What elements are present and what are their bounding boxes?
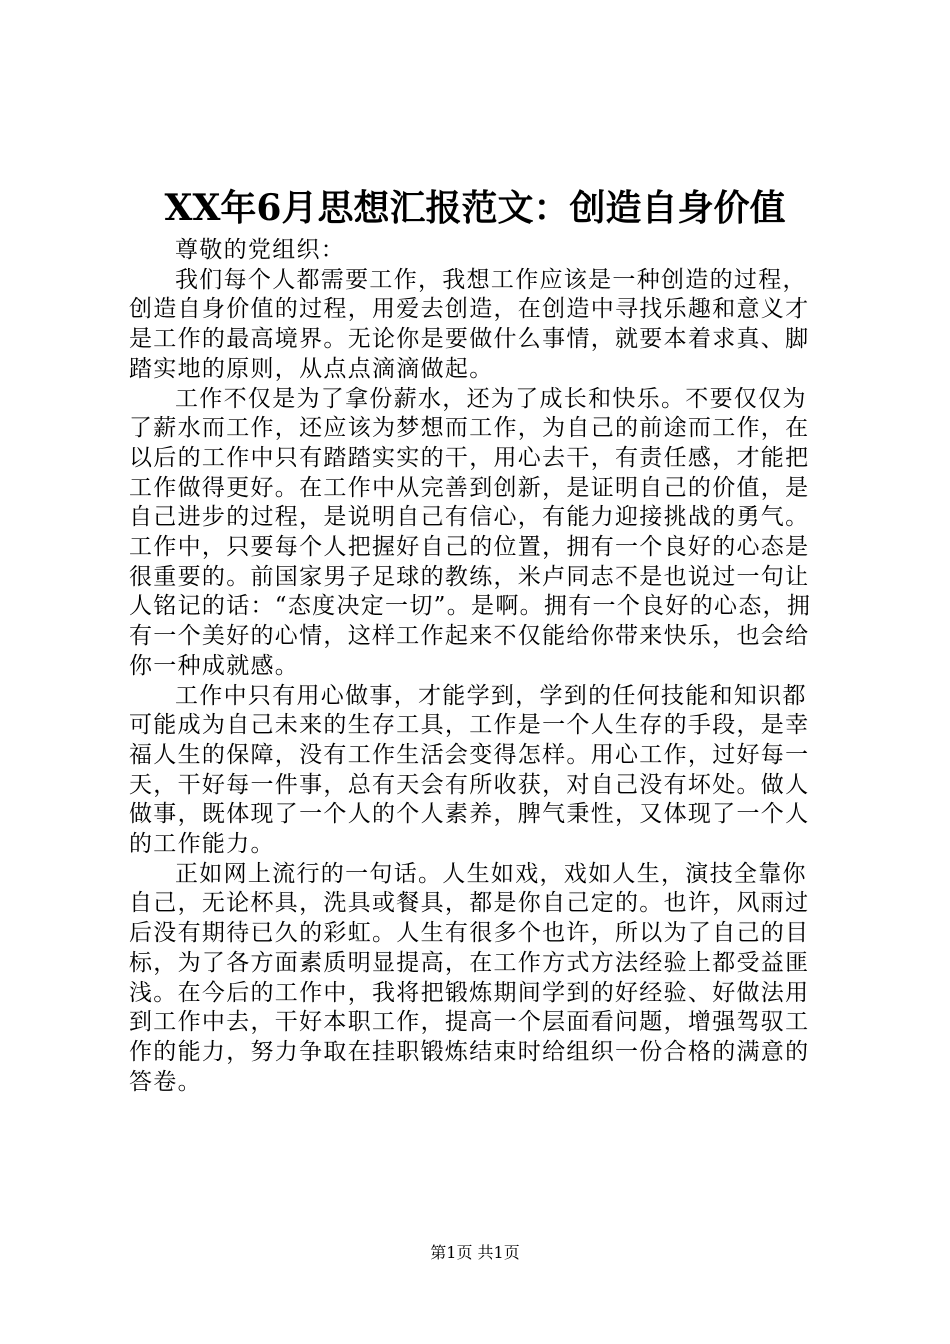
paragraph-4: 正如网上流行的一句话。人生如戏，戏如人生，演技全靠你自己，无论杯具，洗具或餐具，都是你自己定的。也许，风雨过后没有期待已久的彩虹。人生有很多个也许，所以为了自己的目标，为了各方面素质明显提高，在工作方式方法经验上都受益匪浅。在今后的工作中，我将把锻炼期间学到的好经验、好做法用到工作中去，干好本职工作，提高一个层面看问题，增强驾驭工作的能力，努力争取在挂职锻炼结束时给组织一份合格的满意的答卷。 (129, 860, 810, 1095)
paragraph-3: 工作中只有用心做事，才能学到，学到的任何技能和知识都可能成为自己未来的生存工具，工作是一个人生存的手段，是幸福人生的保障，没有工作生活会变得怎样。用心工作，过好每一天，干好每一件事，总有天会有所收获，对自己没有坏处。做人做事，既体现了一个人的个人素养，脾气秉性，又体现了一个人的工作能力。 (129, 682, 810, 858)
salutation: 尊敬的党组织： (175, 237, 346, 263)
paragraph-2: 工作不仅是为了拿份薪水，还为了成长和快乐。不要仅仅为了薪水而工作，还应该为梦想而工作，为自己的前途而工作，在以后的工作中只有踏踏实实的干，用心去干，有责任感，才能把工作做得更好。在工作中从完善到创新，是证明自己的价值，是自己进步的过程，是说明自己有信心，有能力迎接挑战的勇气。工作中，只要每个人把握好自己的位置，拥有一个良好的心态是很重要的。前国家男子足球的教练，米卢同志不是也说过一句让人铭记的话：“态度决定一切”。是啊。拥有一个良好的心态，拥有一个美好的心情，这样工作起来不仅能给你带来快乐，也会给你一种成就感。 (129, 385, 812, 679)
document-body (129, 236, 829, 1097)
document-title: XX年6月思想汇报范文：创造自身价值 (164, 187, 786, 229)
page-footer: 第1页 共1页 (430, 1243, 520, 1262)
paragraph-1: 我们每个人都需要工作，我想工作应该是一种创造的过程，创造自身价值的过程，用爱去创造，在创造中寻找乐趣和意义才是工作的最高境界。无论你是要做什么事情，就要本着求真、脚踏实地的原则，从点点滴滴做起。 (129, 266, 810, 382)
